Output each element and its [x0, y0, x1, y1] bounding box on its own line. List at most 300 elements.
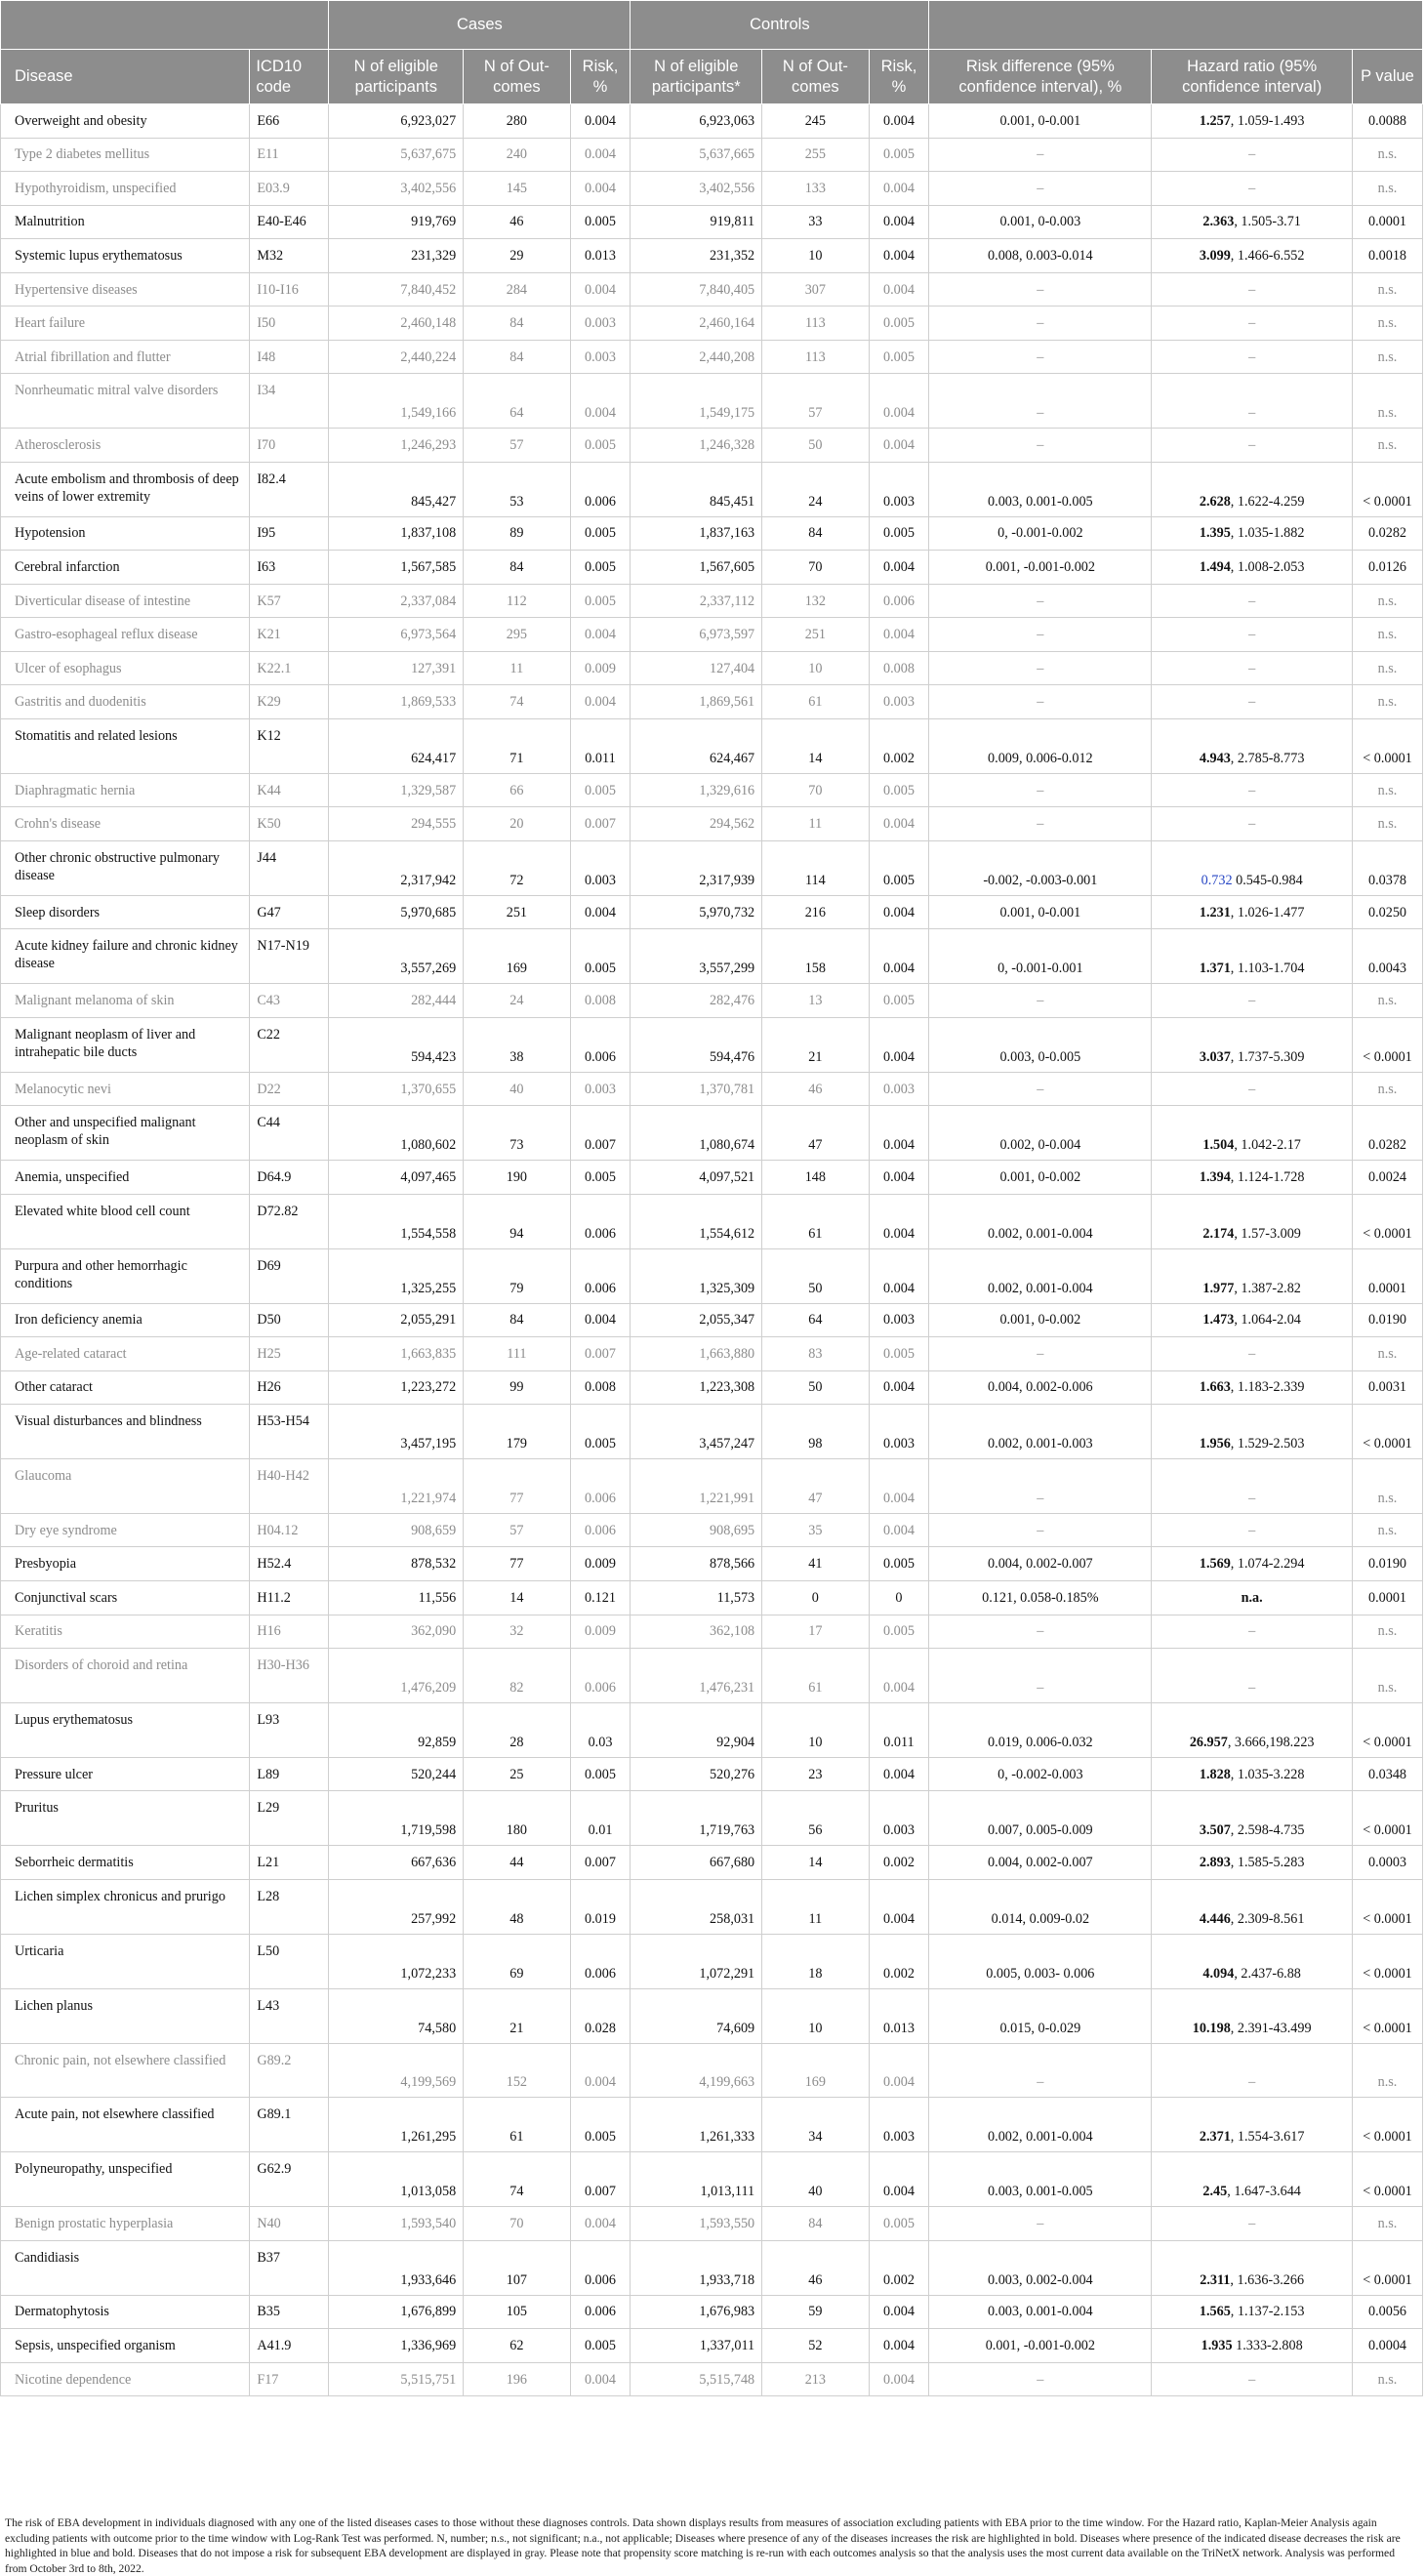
icd-cell: M32 — [250, 239, 329, 273]
hazard-ratio-ci: , 1.035-1.882 — [1230, 525, 1305, 542]
p-value-cell: < 0.0001 — [1353, 1988, 1423, 2043]
outcomes-controls-cell: 35 — [762, 1513, 869, 1547]
hazard-ratio-point: 4.446 — [1199, 1910, 1231, 1927]
n-cases-cell: 1,549,166 — [329, 374, 464, 429]
risk-controls-cell: 0.005 — [869, 138, 929, 172]
n-controls-cell: 1,013,111 — [631, 2152, 762, 2207]
p-value-cell: 0.0282 — [1353, 1106, 1423, 1161]
hazard-ratio-cell — [1152, 1194, 1353, 1248]
outcomes-controls-cell: 56 — [762, 1791, 869, 1846]
outcomes-controls-cell: 24 — [762, 462, 869, 516]
outcomes-cases-cell: 72 — [464, 840, 570, 895]
risk-cases-cell: 0.005 — [570, 1161, 631, 1195]
table-row — [1, 1248, 1423, 1303]
risk-controls-cell: 0.004 — [869, 1370, 929, 1405]
hazard-ratio-cell — [1152, 2207, 1353, 2241]
hazard-ratio-point: 1.231 — [1199, 904, 1231, 920]
table-row — [1, 272, 1423, 307]
table-body — [1, 104, 1423, 2396]
risk-difference-cell: – — [929, 2043, 1152, 2098]
n-controls-cell: 2,055,347 — [631, 1303, 762, 1337]
risk-controls-cell: 0.004 — [869, 929, 929, 984]
col-icd: ICD10 code — [250, 50, 329, 104]
n-controls-cell: 2,440,208 — [631, 340, 762, 374]
risk-difference-cell: 0, -0.001-0.002 — [929, 516, 1152, 551]
table-row — [1, 2152, 1423, 2207]
disease-cell: Hypothyroidism, unspecified — [1, 172, 250, 206]
risk-difference-cell: – — [929, 2362, 1152, 2396]
outcomes-controls-cell: 84 — [762, 2207, 869, 2241]
hazard-ratio-ci: – — [1248, 2371, 1256, 2388]
n-cases-cell: 2,317,942 — [329, 840, 464, 895]
risk-controls-cell: 0.004 — [869, 618, 929, 652]
disease-cell: Lichen simplex chronicus and prurigo — [1, 1879, 250, 1934]
disease-cell: Hypertensive diseases — [1, 272, 250, 307]
risk-cases-cell: 0.121 — [570, 1581, 631, 1615]
risk-controls-cell: 0.004 — [869, 895, 929, 929]
col-risk-difference: Risk difference (95% confidence interval), % — [929, 50, 1152, 104]
col-p-value: P value — [1353, 50, 1423, 104]
table-row — [1, 1879, 1423, 1934]
table-row — [1, 840, 1423, 895]
risk-difference-cell: 0.001, 0-0.002 — [929, 1161, 1152, 1195]
icd-cell: C43 — [250, 984, 329, 1018]
n-cases-cell: 908,659 — [329, 1513, 464, 1547]
outcomes-cases-cell: 84 — [464, 307, 570, 341]
hazard-ratio-cell — [1152, 1248, 1353, 1303]
risk-difference-cell: – — [929, 1337, 1152, 1371]
risk-controls-cell: 0.005 — [869, 307, 929, 341]
risk-cases-cell: 0.028 — [570, 1988, 631, 2043]
n-cases-cell: 1,869,533 — [329, 685, 464, 719]
hazard-ratio-point: 1.565 — [1199, 2304, 1231, 2320]
hazard-ratio-point: 1.371 — [1199, 961, 1231, 977]
n-cases-cell: 1,476,209 — [329, 1649, 464, 1703]
risk-difference-cell: 0.001, -0.001-0.002 — [929, 2329, 1152, 2363]
p-value-cell: 0.0001 — [1353, 205, 1423, 239]
risk-difference-cell: 0.002, 0.001-0.003 — [929, 1405, 1152, 1459]
outcomes-cases-cell: 280 — [464, 104, 570, 139]
table-row — [1, 1581, 1423, 1615]
outcomes-cases-cell: 145 — [464, 172, 570, 206]
hazard-ratio-cell — [1152, 984, 1353, 1018]
risk-controls-cell: 0.005 — [869, 984, 929, 1018]
disease-cell: Conjunctival scars — [1, 1581, 250, 1615]
hazard-ratio-cell — [1152, 1072, 1353, 1106]
outcomes-controls-cell: 21 — [762, 1017, 869, 1072]
p-value-cell: < 0.0001 — [1353, 1405, 1423, 1459]
n-cases-cell: 878,532 — [329, 1547, 464, 1581]
icd-cell: A41.9 — [250, 2329, 329, 2363]
risk-controls-cell: 0.002 — [869, 1846, 929, 1880]
risk-difference-cell: – — [929, 984, 1152, 1018]
hazard-ratio-point: 1.504 — [1202, 1137, 1235, 1154]
group-header-row — [1, 1, 1423, 50]
risk-controls-cell: 0.004 — [869, 239, 929, 273]
disease-cell: Sepsis, unspecified organism — [1, 2329, 250, 2363]
risk-cases-cell: 0.003 — [570, 1072, 631, 1106]
hazard-ratio-cell — [1152, 516, 1353, 551]
hazard-ratio-ci: 0.545-0.984 — [1232, 872, 1303, 888]
n-cases-cell: 1,221,974 — [329, 1459, 464, 1514]
icd-cell: H16 — [250, 1615, 329, 1649]
outcomes-cases-cell: 169 — [464, 929, 570, 984]
icd-cell: L21 — [250, 1846, 329, 1880]
outcomes-controls-cell: 169 — [762, 2043, 869, 2098]
p-value-cell: 0.0190 — [1353, 1547, 1423, 1581]
n-cases-cell: 2,440,224 — [329, 340, 464, 374]
hazard-ratio-ci: , 1.183-2.339 — [1230, 1379, 1305, 1396]
risk-cases-cell: 0.004 — [570, 685, 631, 719]
n-controls-cell: 4,199,663 — [631, 2043, 762, 2098]
hazard-ratio-cell — [1152, 374, 1353, 429]
outcomes-controls-cell: 11 — [762, 1879, 869, 1934]
p-value-cell: n.s. — [1353, 984, 1423, 1018]
hazard-ratio-ci: , 1.57-3.009 — [1234, 1225, 1301, 1242]
risk-difference-cell: 0.002, 0.001-0.004 — [929, 1248, 1152, 1303]
n-cases-cell: 3,557,269 — [329, 929, 464, 984]
table-row — [1, 172, 1423, 206]
disease-cell: Atherosclerosis — [1, 429, 250, 463]
risk-cases-cell: 0.003 — [570, 307, 631, 341]
disease-cell: Chronic pain, not elsewhere classified — [1, 2043, 250, 2098]
n-controls-cell: 294,562 — [631, 807, 762, 841]
outcomes-controls-cell: 52 — [762, 2329, 869, 2363]
table-row — [1, 138, 1423, 172]
outcomes-controls-cell: 255 — [762, 138, 869, 172]
risk-difference-cell: – — [929, 651, 1152, 685]
hazard-ratio-point: 1.494 — [1199, 559, 1231, 576]
hazard-ratio-cell — [1152, 2295, 1353, 2329]
outcomes-controls-cell: 132 — [762, 584, 869, 618]
n-cases-cell: 3,402,556 — [329, 172, 464, 206]
table-row — [1, 1370, 1423, 1405]
risk-controls-cell: 0.004 — [869, 205, 929, 239]
risk-controls-cell: 0.004 — [869, 2295, 929, 2329]
p-value-cell: n.s. — [1353, 1072, 1423, 1106]
p-value-cell: n.s. — [1353, 685, 1423, 719]
risk-controls-cell: 0.004 — [869, 2329, 929, 2363]
p-value-cell: n.s. — [1353, 773, 1423, 807]
n-cases-cell: 2,337,084 — [329, 584, 464, 618]
hazard-ratio-cell — [1152, 1879, 1353, 1934]
outcomes-controls-cell: 18 — [762, 1934, 869, 1988]
hazard-ratio-ci: , 1.008-2.053 — [1230, 559, 1305, 576]
p-value-cell: < 0.0001 — [1353, 1934, 1423, 1988]
n-cases-cell: 5,970,685 — [329, 895, 464, 929]
hazard-ratio-ci: , 1.124-1.728 — [1230, 1168, 1305, 1185]
outcomes-cases-cell: 74 — [464, 2152, 570, 2207]
icd-cell: L28 — [250, 1879, 329, 1934]
risk-cases-cell: 0.004 — [570, 138, 631, 172]
risk-difference-cell: 0.004, 0.002-0.007 — [929, 1547, 1152, 1581]
outcomes-cases-cell: 84 — [464, 551, 570, 585]
hazard-ratio-ci: , 1.647-3.644 — [1227, 2184, 1301, 2200]
hazard-ratio-cell — [1152, 929, 1353, 984]
n-controls-cell: 919,811 — [631, 205, 762, 239]
outcomes-cases-cell: 11 — [464, 651, 570, 685]
table-row — [1, 429, 1423, 463]
p-value-cell: 0.0126 — [1353, 551, 1423, 585]
hazard-ratio-point: 4.943 — [1199, 750, 1231, 766]
outcomes-controls-cell: 133 — [762, 172, 869, 206]
hazard-ratio-ci: – — [1248, 694, 1256, 711]
icd-cell: N17-N19 — [250, 929, 329, 984]
hazard-ratio-cell — [1152, 895, 1353, 929]
n-controls-cell: 1,246,328 — [631, 429, 762, 463]
disease-cell: Overweight and obesity — [1, 104, 250, 139]
risk-controls-cell: 0.004 — [869, 1649, 929, 1703]
table-row — [1, 1846, 1423, 1880]
n-cases-cell: 127,391 — [329, 651, 464, 685]
disease-cell: Ulcer of esophagus — [1, 651, 250, 685]
n-cases-cell: 1,933,646 — [329, 2240, 464, 2295]
outcomes-controls-cell: 11 — [762, 807, 869, 841]
p-value-cell: n.s. — [1353, 1513, 1423, 1547]
n-cases-cell: 1,837,108 — [329, 516, 464, 551]
risk-controls-cell: 0.004 — [869, 2043, 929, 2098]
p-value-cell: < 0.0001 — [1353, 2152, 1423, 2207]
risk-cases-cell: 0.006 — [570, 1017, 631, 1072]
hazard-ratio-ci: , 1.042-2.17 — [1234, 1137, 1301, 1154]
n-controls-cell: 1,676,983 — [631, 2295, 762, 2329]
outcomes-controls-cell: 59 — [762, 2295, 869, 2329]
risk-cases-cell: 0.006 — [570, 2295, 631, 2329]
disease-cell: Acute embolism and thrombosis of deep veins of lower extremity — [1, 462, 250, 516]
p-value-cell: 0.0003 — [1353, 1846, 1423, 1880]
hazard-ratio-cell — [1152, 1106, 1353, 1161]
icd-cell: L29 — [250, 1791, 329, 1846]
risk-cases-cell: 0.011 — [570, 718, 631, 773]
hazard-ratio-cell — [1152, 1757, 1353, 1791]
outcomes-controls-cell: 10 — [762, 1988, 869, 2043]
risk-cases-cell: 0.004 — [570, 2043, 631, 2098]
table-row — [1, 618, 1423, 652]
outcomes-cases-cell: 57 — [464, 1513, 570, 1547]
risk-difference-cell: – — [929, 773, 1152, 807]
col-hazard-ratio: Hazard ratio (95% confidence interval) — [1152, 50, 1353, 104]
icd-cell: G62.9 — [250, 2152, 329, 2207]
n-cases-cell: 74,580 — [329, 1988, 464, 2043]
hazard-ratio-ci: – — [1248, 1623, 1256, 1640]
risk-difference-cell: – — [929, 1513, 1152, 1547]
risk-cases-cell: 0.007 — [570, 1337, 631, 1371]
icd-cell: K57 — [250, 584, 329, 618]
n-controls-cell: 74,609 — [631, 1988, 762, 2043]
outcomes-controls-cell: 13 — [762, 984, 869, 1018]
outcomes-controls-cell: 148 — [762, 1161, 869, 1195]
n-cases-cell: 1,072,233 — [329, 1934, 464, 1988]
outcomes-cases-cell: 20 — [464, 807, 570, 841]
disease-cell: Dermatophytosis — [1, 2295, 250, 2329]
risk-difference-cell: 0.003, 0.002-0.004 — [929, 2240, 1152, 2295]
icd-cell: K44 — [250, 773, 329, 807]
outcomes-controls-cell: 57 — [762, 374, 869, 429]
hazard-ratio-point: 1.828 — [1199, 1766, 1231, 1782]
disease-cell: Seborrheic dermatitis — [1, 1846, 250, 1880]
disease-cell: Heart failure — [1, 307, 250, 341]
n-controls-cell: 2,460,164 — [631, 307, 762, 341]
table-row — [1, 1017, 1423, 1072]
risk-cases-cell: 0.007 — [570, 807, 631, 841]
hazard-ratio-ci: , 1.035-3.228 — [1230, 1766, 1305, 1782]
hazard-ratio-ci: , 1.585-5.283 — [1230, 1855, 1305, 1871]
n-controls-cell: 624,467 — [631, 718, 762, 773]
n-controls-cell: 3,402,556 — [631, 172, 762, 206]
outcomes-controls-cell: 33 — [762, 205, 869, 239]
hazard-ratio-ci: – — [1248, 1680, 1256, 1696]
disease-cell: Anemia, unspecified — [1, 1161, 250, 1195]
n-controls-cell: 1,261,333 — [631, 2098, 762, 2152]
icd-cell: I82.4 — [250, 462, 329, 516]
risk-cases-cell: 0.005 — [570, 2098, 631, 2152]
p-value-cell: n.s. — [1353, 807, 1423, 841]
risk-controls-cell: 0.013 — [869, 1988, 929, 2043]
risk-cases-cell: 0.004 — [570, 2207, 631, 2241]
p-value-cell: 0.0001 — [1353, 1248, 1423, 1303]
risk-controls-cell: 0.004 — [869, 1161, 929, 1195]
n-cases-cell: 1,676,899 — [329, 2295, 464, 2329]
icd-cell: H26 — [250, 1370, 329, 1405]
icd-cell: N40 — [250, 2207, 329, 2241]
col-risk-controls: Risk, % — [869, 50, 929, 104]
table-row — [1, 1988, 1423, 2043]
disease-cell: Elevated white blood cell count — [1, 1194, 250, 1248]
hazard-ratio-cell — [1152, 2152, 1353, 2207]
risk-difference-cell: 0.004, 0.002-0.006 — [929, 1370, 1152, 1405]
n-cases-cell: 3,457,195 — [329, 1405, 464, 1459]
icd-cell: E66 — [250, 104, 329, 139]
table-row — [1, 2043, 1423, 2098]
hazard-ratio-point: 3.099 — [1199, 247, 1231, 264]
n-cases-cell: 6,923,027 — [329, 104, 464, 139]
risk-difference-cell: 0.003, 0.001-0.005 — [929, 462, 1152, 516]
disease-cell: Atrial fibrillation and flutter — [1, 340, 250, 374]
n-controls-cell: 2,337,112 — [631, 584, 762, 618]
outcomes-cases-cell: 295 — [464, 618, 570, 652]
disease-cell: Diverticular disease of intestine — [1, 584, 250, 618]
p-value-cell: < 0.0001 — [1353, 2098, 1423, 2152]
risk-cases-cell: 0.005 — [570, 429, 631, 463]
p-value-cell: n.s. — [1353, 651, 1423, 685]
risk-difference-cell: 0.008, 0.003-0.014 — [929, 239, 1152, 273]
disease-cell: Diaphragmatic hernia — [1, 773, 250, 807]
hazard-ratio-cell — [1152, 1988, 1353, 2043]
table-row — [1, 1337, 1423, 1371]
table-row — [1, 374, 1423, 429]
hazard-ratio-cell — [1152, 651, 1353, 685]
risk-controls-cell: 0.004 — [869, 104, 929, 139]
col-risk-cases: Risk, % — [570, 50, 631, 104]
icd-cell: I70 — [250, 429, 329, 463]
disease-cell: Lupus erythematosus — [1, 1703, 250, 1758]
n-controls-cell: 7,840,405 — [631, 272, 762, 307]
table-row — [1, 239, 1423, 273]
outcomes-controls-cell: 50 — [762, 429, 869, 463]
risk-difference-cell: 0, -0.002-0.003 — [929, 1757, 1152, 1791]
p-value-cell: n.s. — [1353, 272, 1423, 307]
hazard-ratio-ci: – — [1248, 348, 1256, 365]
icd-cell: B35 — [250, 2295, 329, 2329]
n-controls-cell: 1,329,616 — [631, 773, 762, 807]
hazard-ratio-ci: , 2.309-8.561 — [1230, 1910, 1305, 1927]
n-cases-cell: 1,593,540 — [329, 2207, 464, 2241]
outcomes-cases-cell: 28 — [464, 1703, 570, 1758]
p-value-cell: 0.0001 — [1353, 1581, 1423, 1615]
table-footnote: The risk of EBA development in individuals diagnosed with any one of the listed diseases cases to those without these diagnoses controls. Data shown displays results from measures of association excluding patients with EBA prior to the time window. For the Hazard ratio, Kaplan-Meier Analysis again excluding patients with outcome prior to the time window with Log-Rank Test was performed. N, number; n.s., not significant; n.a., not applicable; Diseases where presence of any of the diseases increases the risk are highlighted in bold. Diseases where presence of the indicated disease decreases the risk are highlighted in blue and bold. Diseases that do not impose a risk for subsequent EBA development are displayed in gray. Please note that propensity score matching is re-run with each outcomes analysis so that the analysis uses the most current data available on the TriNetX network. Analysis was performed from October 3rd to 8th, 2022. — [5, 2516, 1401, 2575]
p-value-cell: < 0.0001 — [1353, 1879, 1423, 1934]
risk-difference-cell: 0.003, 0.001-0.005 — [929, 2152, 1152, 2207]
n-controls-cell: 4,097,521 — [631, 1161, 762, 1195]
hazard-ratio-point: 2.45 — [1202, 2184, 1228, 2200]
risk-controls-cell: 0.004 — [869, 172, 929, 206]
risk-cases-cell: 0.004 — [570, 104, 631, 139]
risk-controls-cell: 0.003 — [869, 462, 929, 516]
outcomes-controls-cell: 114 — [762, 840, 869, 895]
hazard-ratio-ci: , 1.737-5.309 — [1230, 1048, 1305, 1065]
n-cases-cell: 1,554,558 — [329, 1194, 464, 1248]
risk-difference-cell: – — [929, 1072, 1152, 1106]
outcomes-cases-cell: 57 — [464, 429, 570, 463]
hazard-ratio-ci: – — [1248, 315, 1256, 332]
hazard-ratio-cell — [1152, 272, 1353, 307]
table-row — [1, 1303, 1423, 1337]
risk-cases-cell: 0.008 — [570, 1370, 631, 1405]
n-controls-cell: 520,276 — [631, 1757, 762, 1791]
hazard-ratio-cell — [1152, 1581, 1353, 1615]
disease-cell: Glaucoma — [1, 1459, 250, 1514]
hazard-ratio-cell — [1152, 1615, 1353, 1649]
n-cases-cell: 1,336,969 — [329, 2329, 464, 2363]
risk-controls-cell: 0.002 — [869, 718, 929, 773]
risk-cases-cell: 0.009 — [570, 1615, 631, 1649]
outcomes-controls-cell: 23 — [762, 1757, 869, 1791]
p-value-cell: 0.0004 — [1353, 2329, 1423, 2363]
risk-cases-cell: 0.005 — [570, 2329, 631, 2363]
risk-difference-cell: – — [929, 685, 1152, 719]
table-row — [1, 1791, 1423, 1846]
risk-cases-cell: 0.005 — [570, 205, 631, 239]
outcomes-controls-cell: 245 — [762, 104, 869, 139]
hazard-ratio-ci: – — [1248, 405, 1256, 422]
n-controls-cell: 1,072,291 — [631, 1934, 762, 1988]
risk-difference-cell: 0.014, 0.009-0.02 — [929, 1879, 1152, 1934]
hazard-ratio-ci: , 1.636-3.266 — [1230, 2271, 1305, 2288]
table-row — [1, 773, 1423, 807]
outcomes-cases-cell: 179 — [464, 1405, 570, 1459]
n-cases-cell: 1,013,058 — [329, 2152, 464, 2207]
outcomes-cases-cell: 46 — [464, 205, 570, 239]
hazard-ratio-ci: , 1.074-2.294 — [1230, 1556, 1305, 1573]
outcomes-cases-cell: 84 — [464, 1303, 570, 1337]
outcomes-cases-cell: 64 — [464, 374, 570, 429]
outcomes-controls-cell: 34 — [762, 2098, 869, 2152]
risk-controls-cell: 0.002 — [869, 1934, 929, 1988]
hazard-ratio-cell — [1152, 1459, 1353, 1514]
hazard-ratio-ci: , 1.505-3.71 — [1234, 214, 1301, 230]
n-controls-cell: 1,663,880 — [631, 1337, 762, 1371]
outcomes-controls-cell: 47 — [762, 1106, 869, 1161]
n-controls-cell: 92,904 — [631, 1703, 762, 1758]
n-cases-cell: 282,444 — [329, 984, 464, 1018]
table-row — [1, 1106, 1423, 1161]
risk-controls-cell: 0 — [869, 1581, 929, 1615]
outcomes-controls-cell: 70 — [762, 551, 869, 585]
outcomes-controls-cell: 70 — [762, 773, 869, 807]
outcomes-cases-cell: 74 — [464, 685, 570, 719]
icd-cell: K22.1 — [250, 651, 329, 685]
hazard-ratio-ci: – — [1248, 1081, 1256, 1097]
